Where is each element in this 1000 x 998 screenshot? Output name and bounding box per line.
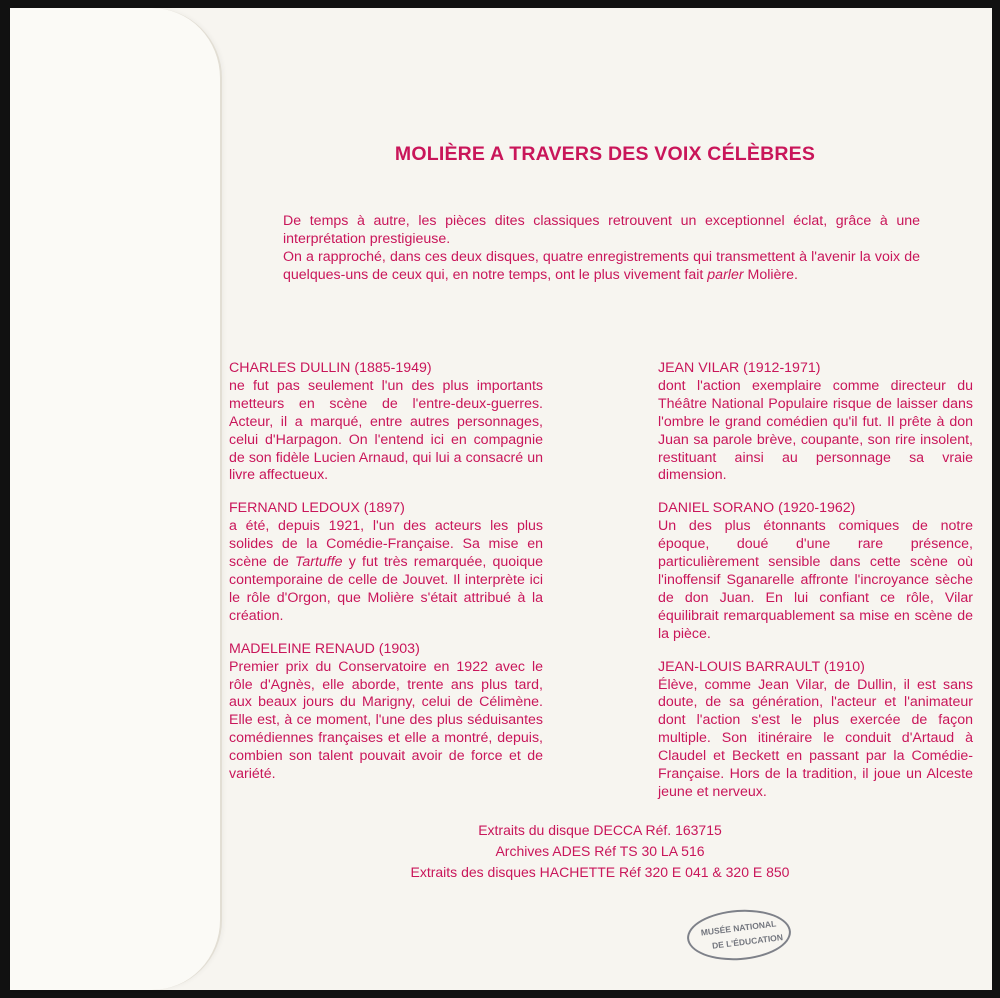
entry-name: DANIEL SORANO (1920-1962)	[658, 500, 856, 517]
entry-body-end: y fut très remarquée, quoique contemporaine de celle de Jouvet. Il interprète ici le rôle d'Orgon, que Molière s'était attribué à la création.	[229, 554, 543, 624]
entry-renaud	[229, 641, 543, 784]
entry-body: Premier prix du Conservatoire en 1922 avec le rôle d'Agnès, elle aborde, trente ans plus tard, aux beaux jours du Marigny, celui de Célimène. Elle est, à ce moment, l'une des plus séduisantes comédiennes françaises et elle a montré, depuis, combien son talent pouvait avoir de force et de variété.	[229, 658, 543, 783]
entry-vilar	[658, 360, 973, 485]
entry-body: dont l'action exemplaire comme directeur du Théâtre National Populaire risque de laisser dans l'ombre le grand comédien qu'il fut. Il prête à don Juan sa parole brève, coupante, son rire insolent, restituant ainsi au personnage sa vraie dimension.	[658, 377, 973, 484]
reference-hachette: Extraits des disques HACHETTE Réf 320 E 041 & 320 E 850	[410, 864, 790, 880]
page-title: MOLIÈRE A TRAVERS DES VOIX CÉLÈBRES	[394, 143, 816, 165]
entry-name: MADELEINE RENAUD (1903)	[229, 640, 420, 657]
entry-sorano	[658, 500, 973, 643]
entry-barrault	[658, 659, 973, 802]
intro-paragraph-2	[283, 248, 920, 284]
entry-body: Un des plus étonnants comiques de notre époque, doué d'une rare présence, particulièrement sensible dans cette scène où l'inoffensif Sganarelle affronte l'incroyance sèche de don Juan. En lui confiant ce rôle, Vilar équilibrait remarquablement sa mise en scène de la pièce.	[658, 518, 973, 642]
reference-ades: Archives ADES Réf TS 30 LA 516	[495, 843, 705, 859]
entry-body	[229, 518, 543, 625]
intro-paragraph-1: De temps à autre, les pièces dites classiques retrouvent un exceptionnel éclat, grâce à une interprétation prestigieuse.	[283, 213, 920, 247]
intro-text	[283, 212, 920, 284]
left-column	[229, 360, 543, 799]
stamp-line-1: MUSÉE NATIONAL	[700, 918, 777, 938]
stamp-line-2: DE L'ÉDUCATION	[711, 932, 784, 951]
right-column	[658, 360, 973, 817]
entry-name: JEAN-LOUIS BARRAULT (1910)	[658, 658, 865, 675]
sleeve-flap	[10, 8, 222, 990]
entry-name: CHARLES DULLIN (1885-1949)	[229, 360, 432, 376]
entry-body: Élève, comme Jean Vilar, de Dullin, il est sans doute, de sa génération, l'acteur et l'animateur dont l'action s'est le plus exercée de façon multiple. Son itinéraire le conduit d'Artaud à Claudel et Beckett en passant par la Comédie-Française. Hors de la tradition, il joue un Alceste jeune et nerveux.	[658, 676, 973, 800]
entry-body-text: a été, depuis 1921, l'un des acteurs les plus solides de la Comédie-Française. Sa mise en scène de	[229, 518, 543, 571]
reference-decca: Extraits du disque DECCA Réf. 163715	[478, 822, 722, 838]
entry-dullin	[229, 360, 543, 485]
entry-body: ne fut pas seulement l'un des plus importants metteurs en scène de l'entre-deux-guerres. Acteur, il a marqué, entre autres personnages, celui d'Harpagon. On l'entend ici en compagnie de son fidèle Lucien Arnaud, qui lui a consacré un livre affectueux.	[229, 377, 543, 484]
record-references	[330, 820, 870, 883]
entry-name: FERNAND LEDOUX (1897)	[229, 500, 405, 517]
intro-p2-end: Molière.	[743, 267, 798, 283]
entry-body-italic: Tartuffe	[294, 554, 343, 571]
entry-ledoux	[229, 500, 543, 625]
intro-p2-italic: parler	[707, 267, 744, 283]
entry-name: JEAN VILAR (1912-1971)	[658, 360, 821, 376]
intro-p2-text: On a rapproché, dans ces deux disques, quatre enregistrements qui transmettent à l'avenir la voix de quelques-uns de ceux qui, en notre temps, ont le plus vivement fait	[283, 249, 920, 283]
